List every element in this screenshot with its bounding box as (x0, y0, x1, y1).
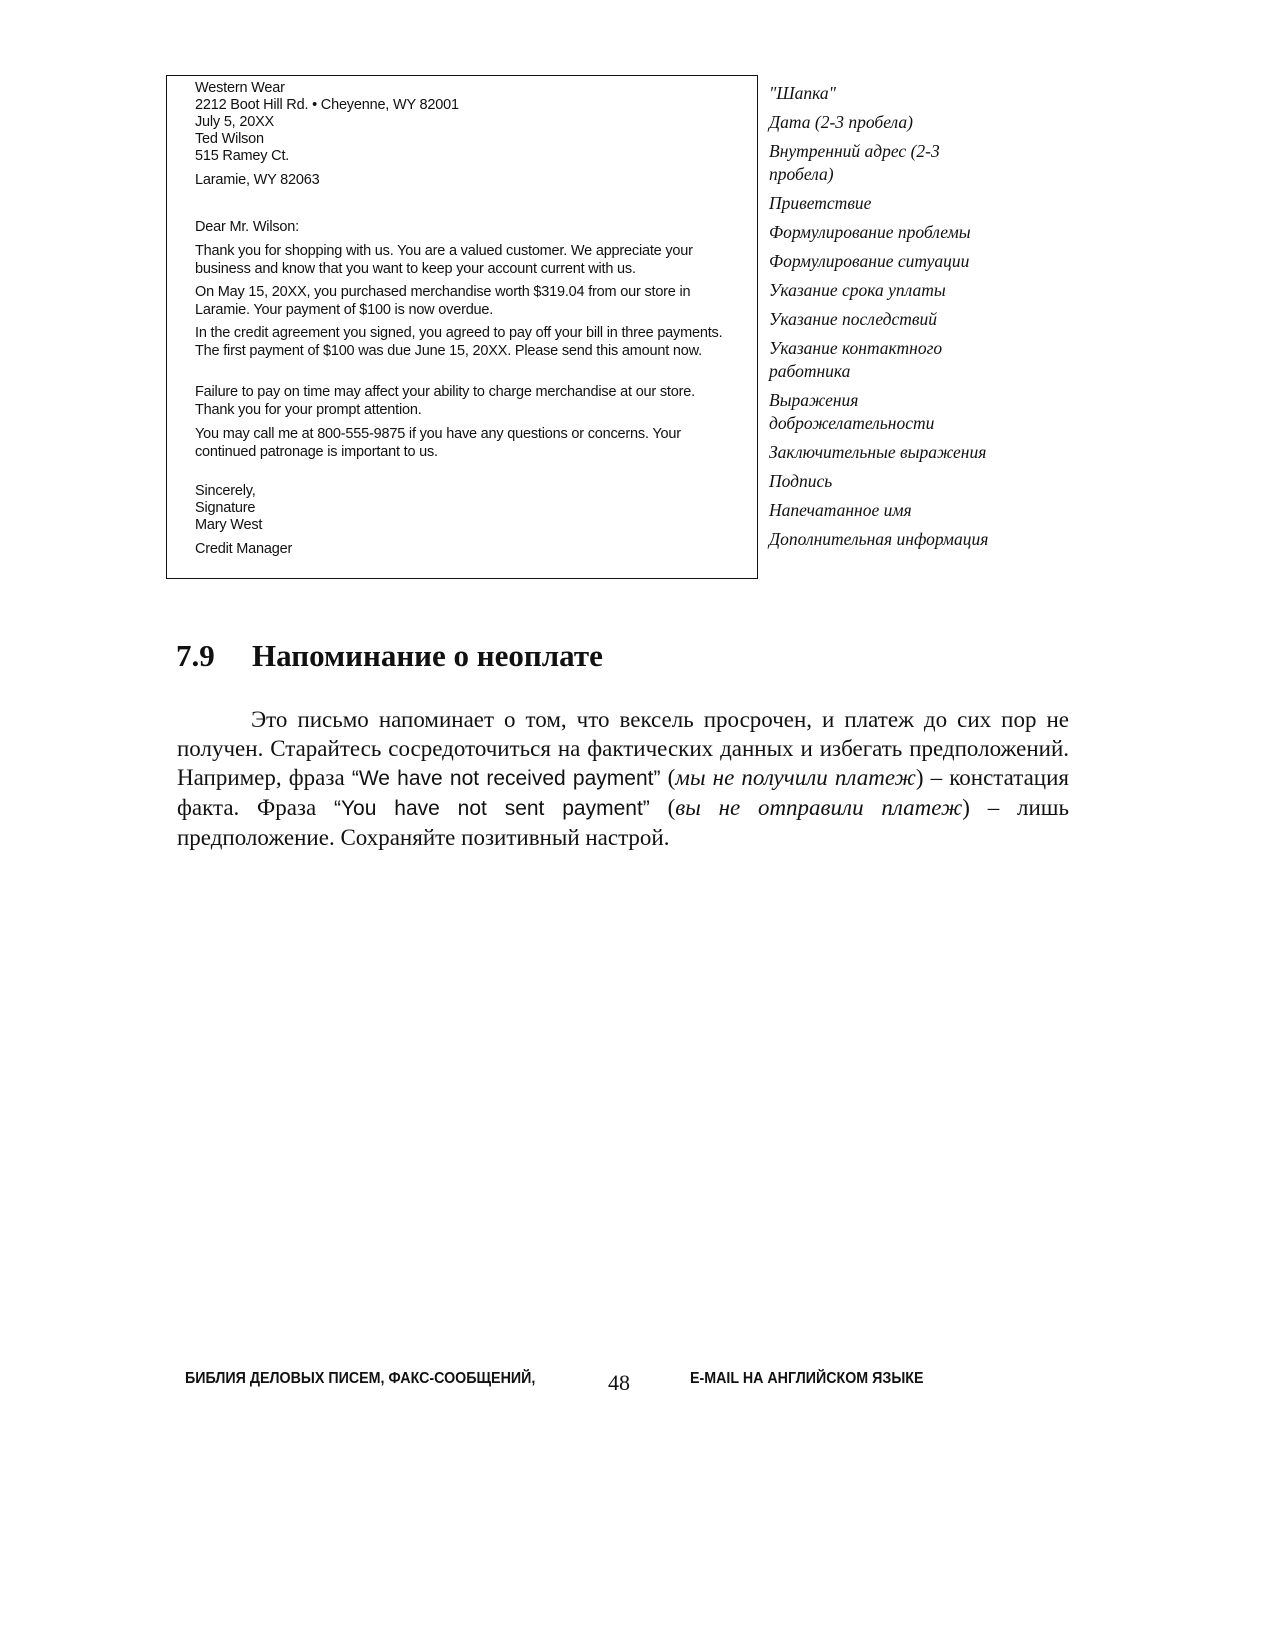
letter-recipient-street: 515 Ramey Ct. (195, 148, 290, 164)
annotation-additional-info: Дополнительная информация (769, 529, 989, 549)
letter-sender-name: Western Wear (195, 80, 285, 96)
annotation-closing-phrases: Заключительные выражения (769, 442, 987, 462)
english-phrase: “We have not received payment” (351, 767, 661, 790)
letter-paragraph: In the credit agreement you signed, you agreed to pay off your bill in three payments. The first payment of $100 was due June 15, 20XX. Please send this amount now. (195, 325, 723, 359)
letter-date: July 5, 20XX (195, 114, 275, 130)
letter-closing: Sincerely, (195, 483, 256, 499)
letter-recipient-name: Ted Wilson (195, 131, 264, 147)
annotation-payment-deadline: Указание срока уплаты (769, 280, 946, 300)
annotation-signature: Подпись (769, 471, 833, 491)
annotation-inside-address: Внутренний адрес (2-3 пробела) (769, 141, 940, 184)
footer-book-title-right: E-MAIL НА АНГЛИЙСКОМ ЯЗЫКЕ (690, 1370, 924, 1387)
body-text-segment: ( (649, 795, 676, 820)
body-text-segment: ) – констатация факта. Фраза (177, 765, 1069, 820)
page-number: 48 (608, 1370, 630, 1395)
body-text-segment: ( (660, 765, 676, 790)
phrase-translation: мы не получили платеж (675, 765, 916, 790)
letter-salutation: Dear Mr. Wilson: (195, 219, 299, 235)
annotation-problem-statement: Формулирование проблемы (769, 222, 971, 242)
letter-sender-address: 2212 Boot Hill Rd. • Cheyenne, WY 82001 (195, 97, 459, 113)
letter-signature: Signature (195, 500, 256, 516)
annotation-printed-name: Напечатанное имя (769, 500, 912, 520)
annotation-goodwill: Выражения доброжелательности (769, 390, 935, 433)
annotation-date: Дата (2-3 пробела) (769, 112, 913, 132)
letter-paragraph: On May 15, 20XX, you purchased merchandise worth $319.04 from our store in Laramie. Your payment of $100 is now overdue. (195, 284, 691, 318)
letter-paragraph: Thank you for shopping with us. You are a valued customer. We appreciate your business and know that you want to keep your account current with us. (195, 243, 693, 277)
body-text-segment: ) – лишь предположение. Сохраняйте позитивный настрой. (177, 795, 1069, 850)
section-title: Напоминание о неоплате (252, 638, 603, 673)
annotation-consequences: Указание последствий (769, 309, 938, 329)
annotation-salutation: Приветствие (769, 193, 872, 213)
letter-signer-title: Credit Manager (195, 541, 293, 557)
letter-signer-name: Mary West (195, 517, 263, 533)
letter-paragraph: Failure to pay on time may affect your ability to charge merchandise at our store. Thank you for your prompt attention. (195, 384, 695, 418)
footer-book-title-left: БИБЛИЯ ДЕЛОВЫХ ПИСЕМ, ФАКС-СООБЩЕНИЙ, (185, 1370, 536, 1387)
annotation-letterhead: "Шапка" (769, 83, 836, 103)
body-paragraph (177, 705, 1069, 852)
letter-recipient-city: Laramie, WY 82063 (195, 172, 320, 188)
phrase-translation: вы не отправили платеж (675, 795, 963, 820)
annotation-contact-person: Указание контактного работника (769, 338, 943, 381)
annotation-situation-statement: Формулирование ситуации (769, 251, 970, 271)
english-phrase: “You have not sent payment” (333, 797, 650, 820)
letter-paragraph: You may call me at 800-555-9875 if you have any questions or concerns. Your continued patronage is important to us. (195, 426, 681, 460)
section-number: 7.9 (176, 638, 215, 673)
body-text-segment: Это письмо напоминает о том, что вексель просрочен, и платеж до сих пор не получен. Старайтесь сосредоточиться на фактических данных и избегать предположений. Например, фраза (177, 707, 1069, 790)
section-heading (176, 638, 603, 674)
